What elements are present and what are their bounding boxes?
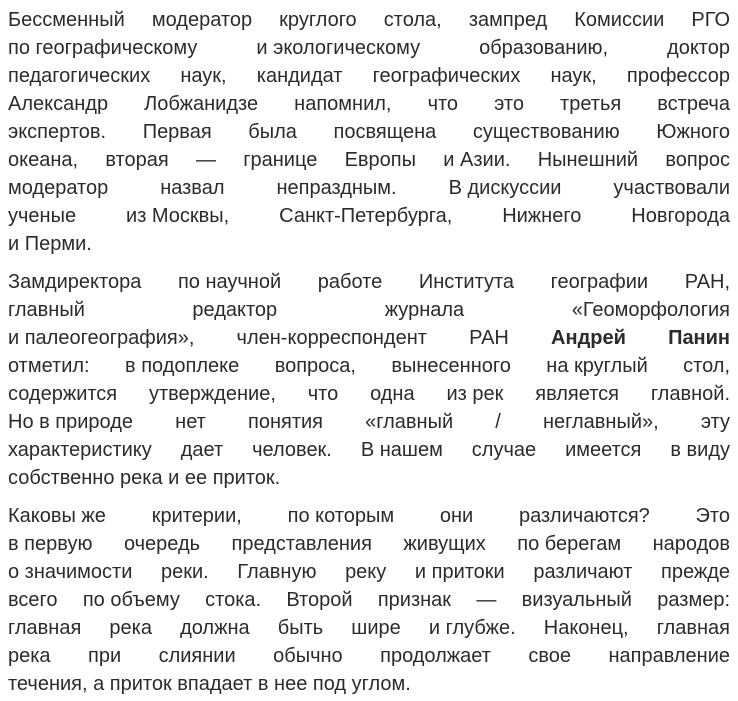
- word: модератор: [8, 177, 109, 199]
- word: впадает: [177, 673, 253, 695]
- word: главная: [8, 617, 82, 639]
- word: из Москвы,: [126, 205, 230, 227]
- word: по географическому: [8, 37, 198, 59]
- word: океана,: [8, 149, 79, 171]
- word: образованию,: [479, 37, 609, 59]
- text-line: [8, 558, 730, 586]
- word: человек.: [252, 439, 332, 461]
- text-line: [8, 6, 730, 34]
- word: отметил:: [8, 355, 90, 377]
- word: Новгорода: [631, 205, 731, 227]
- word: Александр: [8, 93, 109, 115]
- word: и: [8, 233, 20, 255]
- word: размер:: [657, 589, 731, 611]
- word: утверждение,: [149, 383, 276, 405]
- word: напомнил,: [294, 93, 392, 115]
- word: они: [439, 505, 474, 527]
- word: и: [168, 467, 180, 489]
- word: стола,: [383, 9, 442, 31]
- word: Первая: [142, 121, 212, 143]
- word: географических: [372, 65, 521, 87]
- word: река: [109, 617, 152, 639]
- word: о значимости: [8, 561, 133, 583]
- word: зампред: [468, 9, 548, 31]
- word: случае: [471, 439, 537, 461]
- text-line: [8, 296, 730, 324]
- word: нет: [175, 411, 206, 433]
- text-line: [8, 352, 730, 380]
- paragraph: [8, 268, 730, 492]
- paragraph: [8, 502, 730, 698]
- text-line: [8, 642, 730, 670]
- word: «Геоморфология: [571, 299, 731, 321]
- word: РГО: [691, 9, 731, 31]
- word: собственно: [8, 467, 115, 489]
- word: назвал: [160, 177, 225, 199]
- word: работе: [317, 271, 383, 293]
- word: свое: [528, 645, 571, 667]
- word: должна: [180, 617, 250, 639]
- word: нее: [274, 673, 308, 695]
- word: обычно: [273, 645, 343, 667]
- word: что: [427, 93, 459, 115]
- word: границе: [243, 149, 318, 171]
- word: вторая: [105, 149, 169, 171]
- word: и Азии.: [443, 149, 511, 171]
- word: была: [248, 121, 297, 143]
- bold-word: Андрей: [551, 327, 626, 349]
- text-line: [8, 436, 730, 464]
- word: доктор: [667, 37, 730, 59]
- bold-word: Панин: [668, 327, 731, 349]
- word: в первую: [8, 533, 93, 555]
- word: РАН: [469, 327, 509, 349]
- word: течения,: [8, 673, 88, 695]
- word: одна: [370, 383, 415, 405]
- text-line: [8, 670, 730, 698]
- text-line: [8, 408, 730, 436]
- text-line: [8, 118, 730, 146]
- word: Европы: [344, 149, 417, 171]
- word: Перми.: [24, 233, 92, 255]
- word: реки.: [160, 561, 209, 583]
- word: народов: [652, 533, 730, 555]
- word: Института: [418, 271, 515, 293]
- word: неглавный»,: [542, 411, 659, 433]
- text-line: [8, 230, 730, 258]
- word: наук,: [180, 65, 227, 87]
- word: и палеогеография»,: [8, 327, 195, 349]
- word: Наконец,: [543, 617, 629, 639]
- word: реку: [345, 561, 387, 583]
- text-line: [8, 62, 730, 90]
- word: модератор: [151, 9, 253, 31]
- word: что: [307, 383, 339, 405]
- word: направление: [608, 645, 730, 667]
- text-line: [8, 530, 730, 558]
- word: существованию: [472, 121, 620, 143]
- word: при: [88, 645, 122, 667]
- word: характеристику: [8, 439, 152, 461]
- word: географии: [550, 271, 649, 293]
- article-text-block: [8, 6, 730, 698]
- word: экспертов.: [8, 121, 107, 143]
- word: живущих: [403, 533, 486, 555]
- word: понятия: [247, 411, 323, 433]
- word: Комиссии: [574, 9, 665, 31]
- word: шире: [351, 617, 401, 639]
- word: редактор: [192, 299, 278, 321]
- word: Южного: [656, 121, 731, 143]
- word: критерии,: [151, 505, 242, 527]
- word: вопроса,: [274, 355, 356, 377]
- word: посвящена: [333, 121, 437, 143]
- text-line: [8, 268, 730, 296]
- word: Санкт-Петербурга,: [279, 205, 453, 227]
- word: Бессменный: [8, 9, 125, 31]
- word: визуальный: [521, 589, 632, 611]
- word: член-корреспондент: [236, 327, 427, 349]
- word: третья: [560, 93, 622, 115]
- word: профессор: [626, 65, 730, 87]
- text-line: [8, 502, 730, 530]
- word: Главную: [237, 561, 317, 583]
- word: очередь: [123, 533, 201, 555]
- word: Каковы же: [8, 505, 106, 527]
- word: всего: [8, 589, 58, 611]
- word: участвовали: [613, 177, 730, 199]
- word: Нынешний: [537, 149, 639, 171]
- article-page: [8, 6, 730, 698]
- word: в: [257, 673, 269, 695]
- word: это: [494, 93, 524, 115]
- text-line: [8, 202, 730, 230]
- word: РАН,: [684, 271, 731, 293]
- word: журнала: [384, 299, 465, 321]
- word: кандидат: [256, 65, 343, 87]
- word: имеется: [565, 439, 642, 461]
- text-line: [8, 174, 730, 202]
- word: приток.: [212, 467, 281, 489]
- word: на круглый: [546, 355, 648, 377]
- text-line: [8, 146, 730, 174]
- word: стока.: [205, 589, 262, 611]
- text-line: [8, 586, 730, 614]
- word: по научной: [177, 271, 282, 293]
- text-line: [8, 614, 730, 642]
- word: наук,: [550, 65, 597, 87]
- word: по объему: [82, 589, 180, 611]
- word: педагогических: [8, 65, 151, 87]
- text-line: [8, 324, 730, 352]
- word: а: [93, 673, 105, 695]
- word: продолжает: [380, 645, 491, 667]
- word: —: [476, 589, 497, 611]
- word: Нижнего: [502, 205, 582, 227]
- word: встреча: [657, 93, 730, 115]
- word: В дискуссии: [448, 177, 562, 199]
- word: Лобжанидзе: [144, 93, 259, 115]
- word: из рек: [446, 383, 504, 405]
- word: вынесенного: [391, 355, 511, 377]
- word: и притоки: [414, 561, 505, 583]
- text-line: [8, 380, 730, 408]
- word: река: [120, 467, 163, 489]
- word: различают: [533, 561, 633, 583]
- paragraph: [8, 6, 730, 258]
- word: признак: [377, 589, 452, 611]
- word: вопрос: [665, 149, 730, 171]
- word: слиянии: [158, 645, 236, 667]
- word: ученые: [8, 205, 77, 227]
- word: под: [312, 673, 347, 695]
- word: прежде: [661, 561, 731, 583]
- word: «главный: [365, 411, 454, 433]
- word: приток: [109, 673, 172, 695]
- word: эту: [700, 411, 730, 433]
- word: В нашем: [360, 439, 443, 461]
- word: —: [195, 149, 216, 171]
- word: главная: [656, 617, 730, 639]
- word: дает: [180, 439, 224, 461]
- word: круглого: [279, 9, 357, 31]
- word: Второй: [286, 589, 353, 611]
- text-line: [8, 464, 730, 492]
- word: Замдиректора: [8, 271, 142, 293]
- word: главной.: [650, 383, 730, 405]
- word: непраздным.: [276, 177, 397, 199]
- word: содержится: [8, 383, 118, 405]
- word: по которым: [287, 505, 395, 527]
- word: углом.: [351, 673, 411, 695]
- word: различаются?: [518, 505, 650, 527]
- word: ее: [184, 467, 208, 489]
- word: является: [535, 383, 619, 405]
- word: в подоплеке: [125, 355, 240, 377]
- word: быть: [277, 617, 324, 639]
- word: представления: [231, 533, 372, 555]
- text-line: [8, 90, 730, 118]
- word: и экологическому: [256, 37, 421, 59]
- word: Это: [695, 505, 730, 527]
- word: стол,: [683, 355, 731, 377]
- word: Но в природе: [8, 411, 134, 433]
- word: /: [495, 411, 501, 433]
- word: в виду: [670, 439, 731, 461]
- word: река: [8, 645, 51, 667]
- word: главный: [8, 299, 85, 321]
- word: по берегам: [517, 533, 622, 555]
- text-line: [8, 34, 730, 62]
- word: и глубже.: [428, 617, 516, 639]
